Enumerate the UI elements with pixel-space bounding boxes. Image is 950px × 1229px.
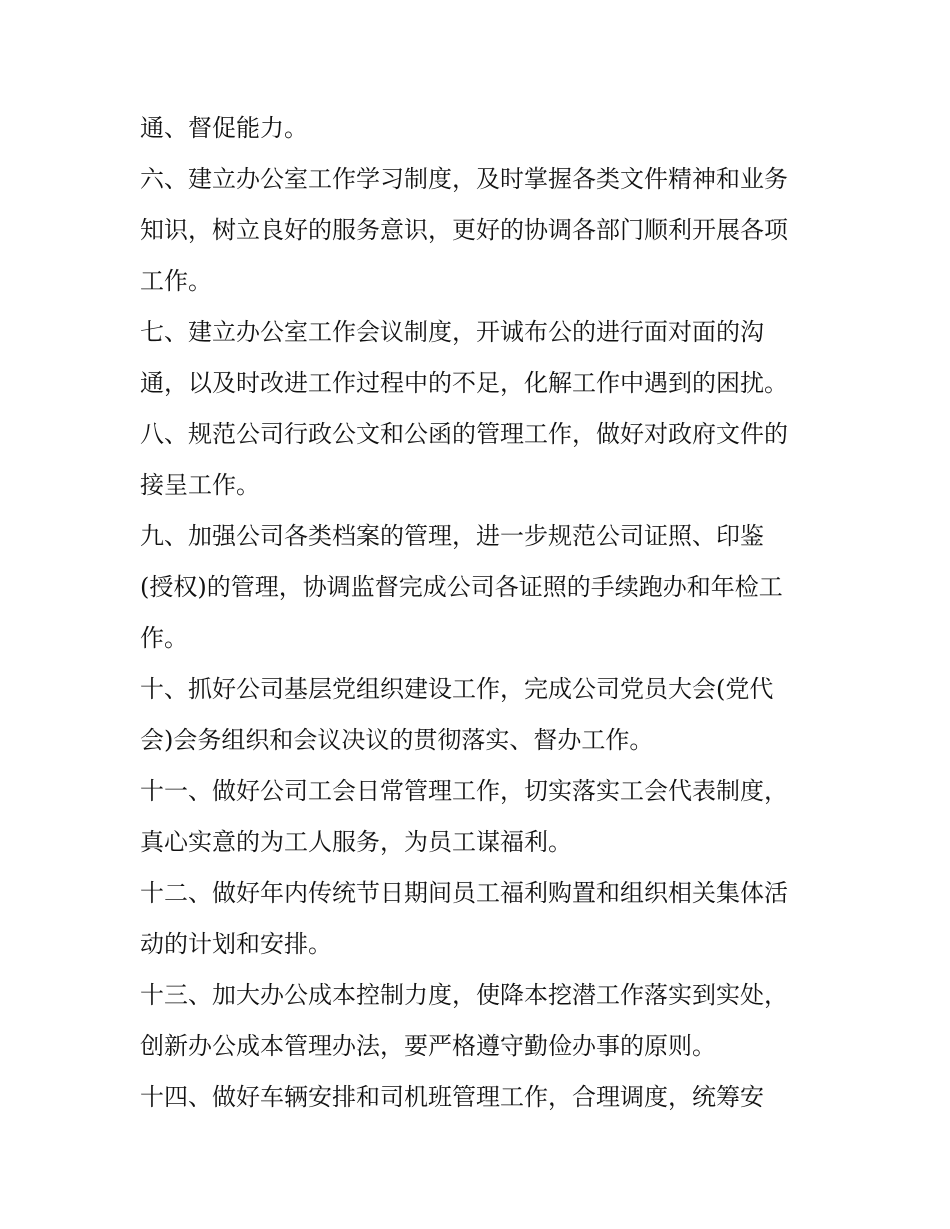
text-line: 真心实意的为工人服务，为员工谋福利。 (140, 828, 572, 856)
text-line: 十一、做好公司工会日常管理工作，切实落实工会代表制度， (140, 777, 788, 805)
text-line: (授权)的管理，协调监督完成公司各证照的手续跑办和年检工 (140, 573, 783, 601)
text-line: 十四、做好车辆安排和司机班管理工作，合理调度，统筹安 (140, 1083, 764, 1111)
text-line: 作。 (140, 624, 188, 652)
text-line: 十、抓好公司基层党组织建设工作，完成公司党员大会(党代 (140, 675, 774, 703)
text-line: 知识，树立良好的服务意识，更好的协调各部门顺利开展各项 (140, 216, 788, 244)
text-line: 八、规范公司行政公文和公函的管理工作，做好对政府文件的 (140, 420, 788, 448)
document-body (140, 103, 820, 1123)
text-line: 七、建立办公室工作会议制度，开诚布公的进行面对面的沟 (140, 318, 764, 346)
text-line: 通、督促能力。 (140, 114, 308, 142)
text-line: 会)会务组织和会议决议的贯彻落实、督办工作。 (140, 726, 654, 754)
text-line: 创新办公成本管理办法，要严格遵守勤俭办事的原则。 (140, 1032, 716, 1060)
text-line: 动的计划和安排。 (140, 930, 332, 958)
text-line: 十二、做好年内传统节日期间员工福利购置和组织相关集体活 (140, 879, 788, 907)
text-line: 六、建立办公室工作学习制度，及时掌握各类文件精神和业务 (140, 165, 788, 193)
text-line: 通，以及时改进工作过程中的不足，化解工作中遇到的困扰。 (140, 369, 788, 397)
text-line: 九、加强公司各类档案的管理，进一步规范公司证照、印鉴 (140, 522, 764, 550)
text-line: 接呈工作。 (140, 471, 260, 499)
text-line: 工作。 (140, 267, 212, 295)
text-line: 十三、加大办公成本控制力度，使降本挖潜工作落实到实处， (140, 981, 788, 1009)
